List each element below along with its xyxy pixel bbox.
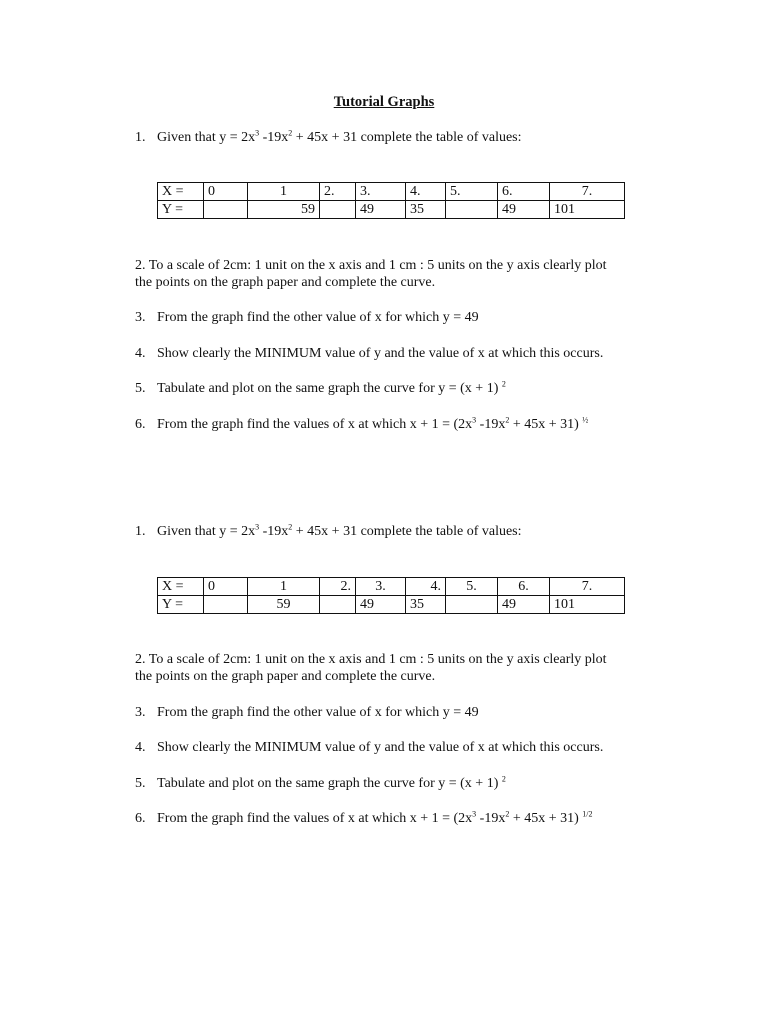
table-cell: 2.: [320, 578, 356, 596]
table-cell: 7.: [550, 183, 625, 201]
values-table: [157, 182, 625, 219]
table-cell: 49: [356, 201, 406, 219]
table-cell: 7.: [550, 578, 625, 596]
question-6: 6. From the graph find the values of x at which $x + 1 = (2x^3$ $-19x^2 + 45x + 31$) $^{\frac{1}{2}}$: [135, 415, 589, 432]
table-cell: [320, 201, 356, 219]
table-header-y: Y =: [158, 596, 204, 614]
table-cell: [204, 201, 248, 219]
table-row-y: [158, 596, 625, 614]
question-5: 5. Tabulate and plot on the same graph the curve for y = (x + 1) $^2$: [135, 774, 506, 791]
question-number: 3.: [135, 310, 146, 325]
question-6: 6. From the graph find the values of x at which $x + 1 = (2x^3$ $-19x^2 + 45x + 31$) $^{1/2}$: [135, 809, 593, 826]
question-2-line-2: the points on the graph paper and complete the curve.: [135, 669, 436, 684]
table-cell: 2.: [320, 183, 356, 201]
table-cell: [446, 596, 498, 614]
table-cell: 6.: [498, 578, 550, 596]
table-cell: 4.: [406, 183, 446, 201]
question-5: 5. Tabulate and plot on the same graph the curve for y = (x + 1) $^2$: [135, 379, 506, 396]
table-cell: 5.: [446, 183, 498, 201]
values-table: [157, 577, 625, 614]
question-4: 4. Show clearly the MINIMUM value of y and the value of x at which this occurs.: [135, 346, 604, 361]
question-number: 1.: [135, 524, 146, 539]
question-number: 1.: [135, 130, 146, 145]
question-2-line-1: 2. To a scale of 2cm: 1 unit on the x axis and 1 cm : 5 units on the y axis clearly plot: [135, 258, 607, 273]
table-cell: 1: [248, 183, 320, 201]
question-4: 4. Show clearly the MINIMUM value of y and the value of x at which this occurs.: [135, 740, 604, 755]
table-cell: 3.: [356, 183, 406, 201]
table-cell: [320, 596, 356, 614]
table-cell: 0: [204, 183, 248, 201]
table-header-y: Y =: [158, 201, 204, 219]
table-cell: 101: [550, 596, 625, 614]
table-cell: 0: [204, 578, 248, 596]
table-cell: 49: [356, 596, 406, 614]
question-3: 3. From the graph find the other value of x for which y = 49: [135, 310, 479, 325]
table-header-x: X =: [158, 183, 204, 201]
table-cell: [446, 201, 498, 219]
table-cell: 49: [498, 596, 550, 614]
table-cell: 5.: [446, 578, 498, 596]
table-cell: 4.: [406, 578, 446, 596]
table-cell: 1: [248, 578, 320, 596]
table-cell: 35: [406, 201, 446, 219]
table-row-x: [158, 183, 625, 201]
table-cell: 101: [550, 201, 625, 219]
question-number: 5.: [135, 776, 146, 791]
question-number: 6.: [135, 811, 146, 826]
table-row-y: [158, 201, 625, 219]
table-cell: 3.: [356, 578, 406, 596]
question-number: 6.: [135, 417, 146, 432]
table-row-x: [158, 578, 625, 596]
question-2-line-2: the points on the graph paper and complete the curve.: [135, 275, 436, 290]
page-title: Tutorial Graphs: [333, 94, 435, 110]
table-cell: 59: [248, 201, 320, 219]
table-cell: [204, 596, 248, 614]
question-number: 4.: [135, 740, 146, 755]
question-1: 1. Given that $y = 2x^3$ $-19x^2 + 45x + 31$ complete the table of values:: [135, 128, 522, 145]
question-3: 3. From the graph find the other value of x for which y = 49: [135, 705, 479, 720]
table-cell: 35: [406, 596, 446, 614]
question-number: 3.: [135, 705, 146, 720]
question-1: 1. Given that $y = 2x^3$ $-19x^2 + 45x + 31$ complete the table of values:: [135, 522, 522, 539]
table-cell: 49: [498, 201, 550, 219]
table-cell: 59: [248, 596, 320, 614]
table-header-x: X =: [158, 578, 204, 596]
question-number: 4.: [135, 346, 146, 361]
question-2-line-1: 2. To a scale of 2cm: 1 unit on the x axis and 1 cm : 5 units on the y axis clearly plot: [135, 652, 607, 667]
table-cell: 6.: [498, 183, 550, 201]
question-number: 5.: [135, 381, 146, 396]
